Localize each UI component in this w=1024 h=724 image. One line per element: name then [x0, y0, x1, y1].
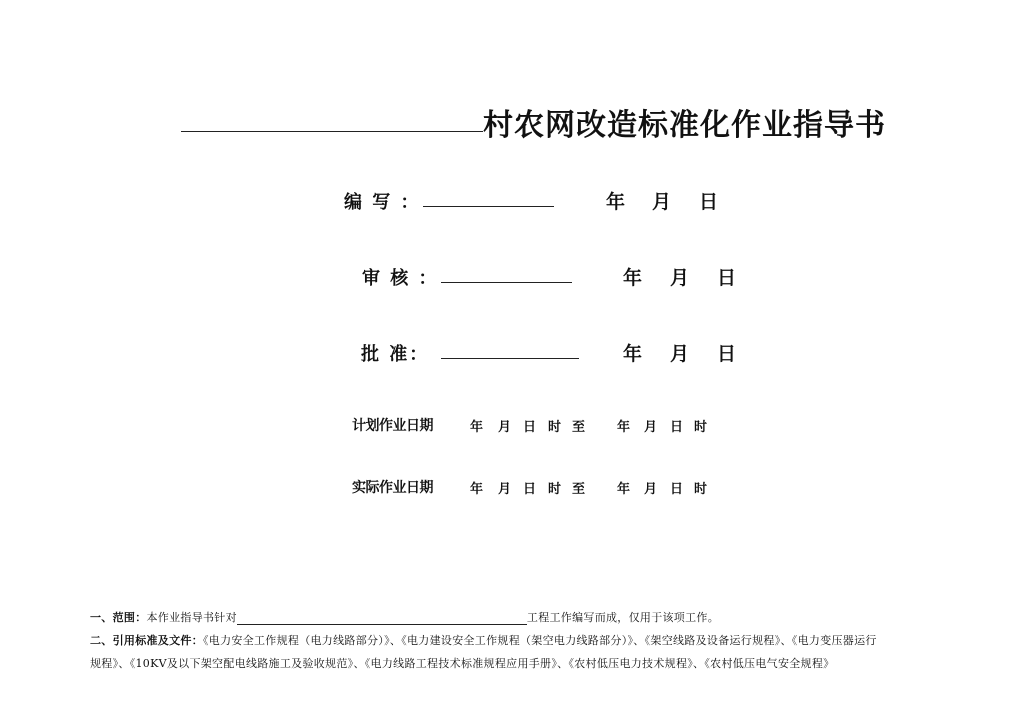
- actual-start-month: 月: [498, 482, 512, 497]
- actual-end-hour: 时: [694, 482, 708, 497]
- reviewer-day: 日: [717, 267, 737, 289]
- actual-start-hour: 时: [548, 482, 562, 497]
- planned-start-month: 月: [498, 420, 512, 435]
- actual-to: 至: [572, 482, 586, 497]
- references-line-2: [90, 655, 834, 671]
- approver-year: 年: [623, 343, 643, 365]
- actual-end-year: 年: [617, 482, 631, 497]
- writer-signature-line: [423, 206, 554, 207]
- actual-end-month: 月: [644, 482, 658, 497]
- planned-to: 至: [572, 420, 586, 435]
- planned-start-day: 日: [523, 420, 537, 435]
- planned-end-month: 月: [644, 420, 658, 435]
- reviewer-year: 年: [623, 267, 643, 289]
- approver-signature-line: [441, 358, 579, 359]
- planned-start-year: 年: [470, 420, 484, 435]
- writer-label: 编 写 ：: [344, 192, 421, 213]
- writer-day: 日: [699, 191, 719, 213]
- writer-year: 年: [606, 191, 626, 213]
- approver-month: 月: [670, 343, 690, 365]
- reviewer-signature-line: [441, 282, 572, 283]
- scope-paragraph: [90, 609, 719, 625]
- planned-date-label: 计划作业日期: [352, 418, 433, 434]
- actual-end-day: 日: [670, 482, 684, 497]
- actual-date-label: 实际作业日期: [352, 480, 433, 496]
- reviewer-month: 月: [670, 267, 690, 289]
- references-text-1: 《电力安全工作规程（电力线路部分）》、《电力建设安全工作规程（架空电力线路部分）》、《架空线路及设备运行规程》、《电力变压器运行: [203, 634, 877, 647]
- reviewer-label: 审 核 ：: [362, 268, 439, 289]
- document-title: 村农网改造标准化作业指导书: [483, 108, 886, 143]
- planned-end-day: 日: [670, 420, 684, 435]
- scope-text-before: 本作业指导书针对: [146, 611, 237, 624]
- scope-text-after: 工程工作编写而成，仅用于该项工作。: [526, 611, 720, 624]
- references-line-1: [90, 632, 877, 648]
- title-blank-line: [181, 131, 483, 132]
- planned-end-hour: 时: [694, 420, 708, 435]
- planned-start-hour: 时: [548, 420, 562, 435]
- writer-month: 月: [652, 191, 672, 213]
- approver-label: 批 准：: [361, 344, 430, 365]
- actual-start-day: 日: [523, 482, 537, 497]
- approver-day: 日: [717, 343, 737, 365]
- planned-end-year: 年: [617, 420, 631, 435]
- scope-heading: 一、范围：: [90, 611, 147, 624]
- references-heading: 二、引用标准及文件：: [90, 634, 203, 647]
- actual-start-year: 年: [470, 482, 484, 497]
- project-name-blank: [237, 614, 527, 625]
- references-text-2: 规程》、《10KV及以下架空配电线路施工及验收规范》、《电力线路工程技术标准规程应用手册》、《农村低压电力技术规程》、《农村低压电气安全规程》: [90, 657, 835, 670]
